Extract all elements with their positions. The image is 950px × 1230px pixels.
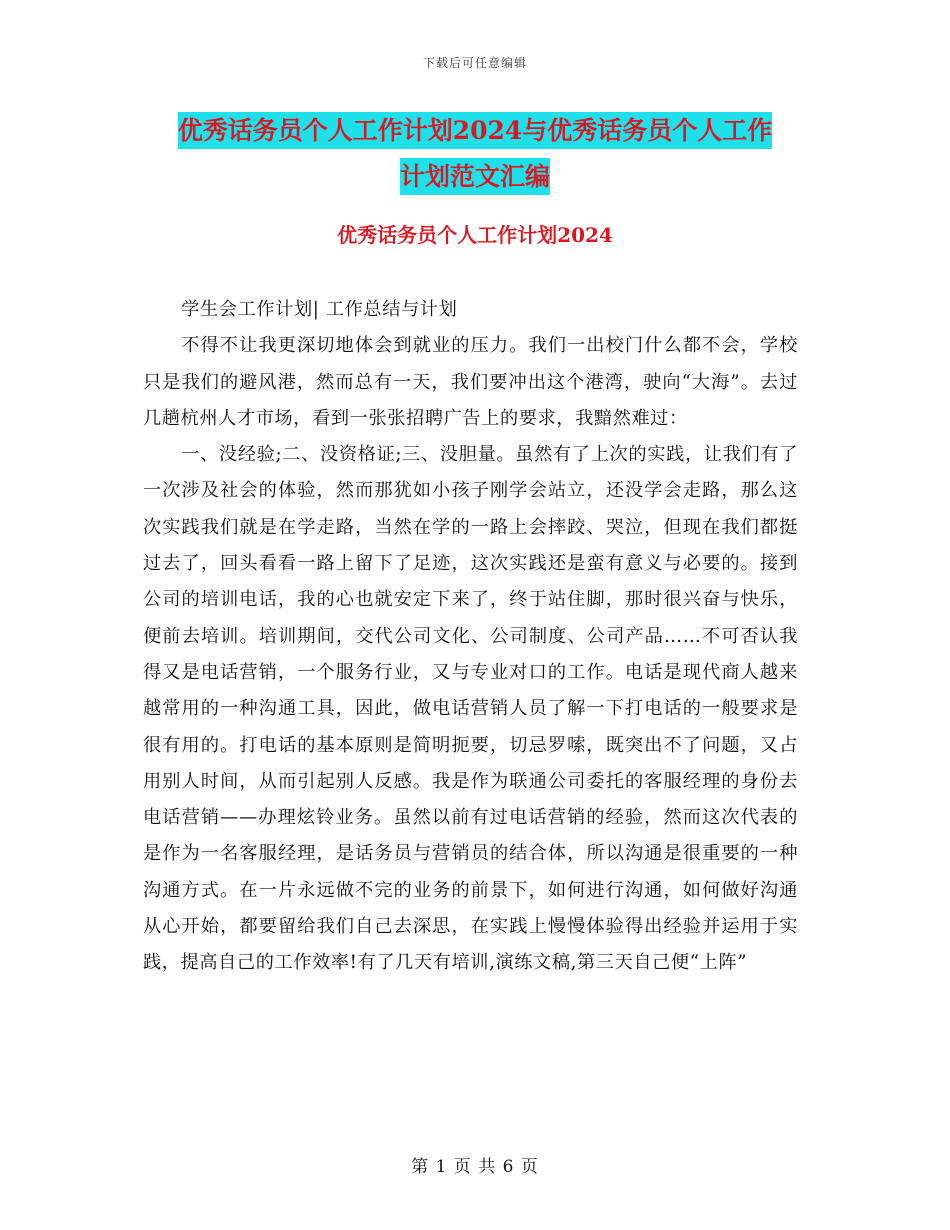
paragraph-3: 一、没经验;二、没资格证;三、没胆量。虽然有了上次的实践，让我们有了一次涉及社会的体验，然而那犹如小孩子刚学会站立，还没学会走路，那么这次实践我们就是在学走路，当然在学的一路上会摔跤、哭泣，但现在我们都挺过去了，回头看看一路上留下了足迹，这次实践还是蛮有意义与必要的。接到公司的培训电话，我的心也就安定下来了，终于站住脚，那时很兴奋与快乐，便前去培训。培训期间，交代公司文化、公司制度、公司产品……不可否认我得又是电话营销，一个服务行业，又与专业对口的工作。电话是现代商人越来越常用的一种沟通工具，因此，做电话营销人员了解一下打电话的一般要求是很有用的。打电话的基本原则是简明扼要，切忌罗嗦，既突出不了问题，又占用别人时间，从而引起别人反感。我是作为联通公司委托的客服经理的身份去电话营销——办理炫铃业务。虽然以前有过电话营销的经验，然而这次代表的是作为一名客服经理，是话务员与营销员的结合体，所以沟通是很重要的一种沟通方式。在一片永远做不完的业务的前景下，如何进行沟通，如何做好沟通从心开始，都要留给我们自己去深思，在实践上慢慢体验得出经验并运用于实践，提高自己的工作效率!有了几天有培训,演练文稿,第三天自己便“上阵” bbox=[143, 444, 798, 974]
section-title: 优秀话务员个人工作计划2024 bbox=[337, 223, 613, 247]
page-footer: 第 1 页 共 6 页 bbox=[411, 1157, 539, 1177]
title-line-2: 计划范文汇编 bbox=[400, 158, 550, 195]
title-line-1: 优秀话务员个人工作计划2024与优秀话务员个人工作 bbox=[178, 112, 773, 149]
document-body bbox=[143, 292, 798, 982]
header-note: 下载后可任意编辑 bbox=[422, 56, 527, 70]
document-title bbox=[0, 108, 950, 200]
paragraph-2: 不得不让我更深切地体会到就业的压力。我们一出校门什么都不会，学校只是我们的避风港，然而总有一天，我们要冲出这个港湾，驶向“大海”。去过几趟杭州人才市场，看到一张张招聘广告上的要求，我黯然难过： bbox=[143, 335, 798, 429]
paragraph-1: 学生会工作计划| 工作总结与计划 bbox=[181, 299, 458, 320]
